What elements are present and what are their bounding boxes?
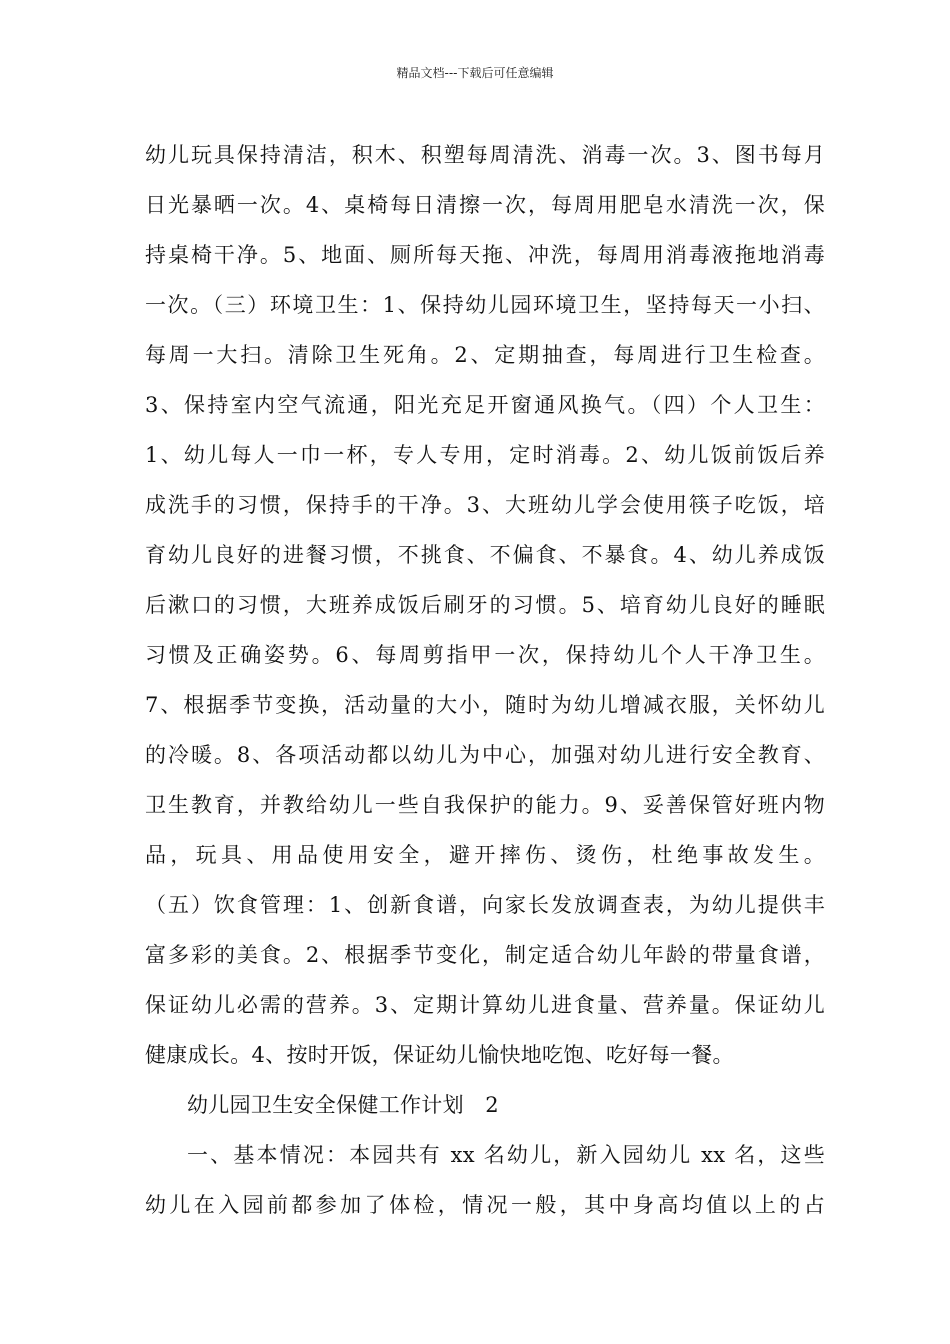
text-line: 一、基本情况：本园共有 xx 名幼儿，新入园幼儿 xx 名，这些 [187,1143,825,1167]
text-line: 育幼儿良好的进餐习惯，不挑食、不偏食、不暴食。4、幼儿养成饭 [145,543,825,567]
text-line: 一次。（三）环境卫生：1、保持幼儿园环境卫生，坚持每天一小扫、 [145,293,825,317]
text-line: 保证幼儿必需的营养。3、定期计算幼儿进食量、营养量。保证幼儿 [145,993,825,1017]
text-line: 幼儿在入园前都参加了体检，情况一般，其中身高均值以上的占 [145,1193,825,1217]
text-line: 1、幼儿每人一巾一杯，专人专用，定时消毒。2、幼儿饭前饭后养 [145,443,825,467]
document-body [145,130,825,1230]
text-line: 幼儿玩具保持清洁，积木、积塑每周清洗、消毒一次。3、图书每月 [145,143,825,167]
text-line: 持桌椅干净。5、地面、厕所每天拖、冲洗，每周用消毒液拖地消毒 [145,243,825,267]
text-line: 日光暴晒一次。4、桌椅每日清擦一次，每周用肥皂水清洗一次，保 [145,193,825,217]
text-line: 7、根据季节变换，活动量的大小，随时为幼儿增减衣服，关怀幼儿 [145,693,825,717]
text-line: 成洗手的习惯，保持手的干净。3、大班幼儿学会使用筷子吃饭，培 [145,493,825,517]
text-line: 后漱口的习惯，大班养成饭后刷牙的习惯。5、培育幼儿良好的睡眠 [145,593,825,617]
text-line: 3、保持室内空气流通，阳光充足开窗通风换气。（四）个人卫生： [145,393,825,417]
text-line: 卫生教育，并教给幼儿一些自我保护的能力。9、妥善保管好班内物 [145,793,825,817]
text-line: 每周一大扫。清除卫生死角。2、定期抽查，每周进行卫生检查。 [145,343,825,367]
text-line: 习惯及正确姿势。6、每周剪指甲一次，保持幼儿个人干净卫生。 [145,643,825,667]
text-line: 健康成长。4、按时开饭，保证幼儿愉快地吃饱、吃好每一餐。 [145,1043,734,1067]
text-line: 品，玩具、用品使用安全，避开摔伤、烫伤，杜绝事故发生。 [145,843,825,867]
text-line: 富多彩的美食。2、根据季节变化，制定适合幼儿年龄的带量食谱， [145,943,825,967]
text-line: （五）饮食管理：1、创新食谱，向家长发放调查表，为幼儿提供丰 [145,893,825,917]
page-header: 精品文档---下载后可任意编辑 [396,66,554,80]
section-heading: 幼儿园卫生安全保健工作计划 2 [187,1093,499,1117]
text-line: 的冷暖。8、各项活动都以幼儿为中心，加强对幼儿进行安全教育、 [145,743,825,767]
